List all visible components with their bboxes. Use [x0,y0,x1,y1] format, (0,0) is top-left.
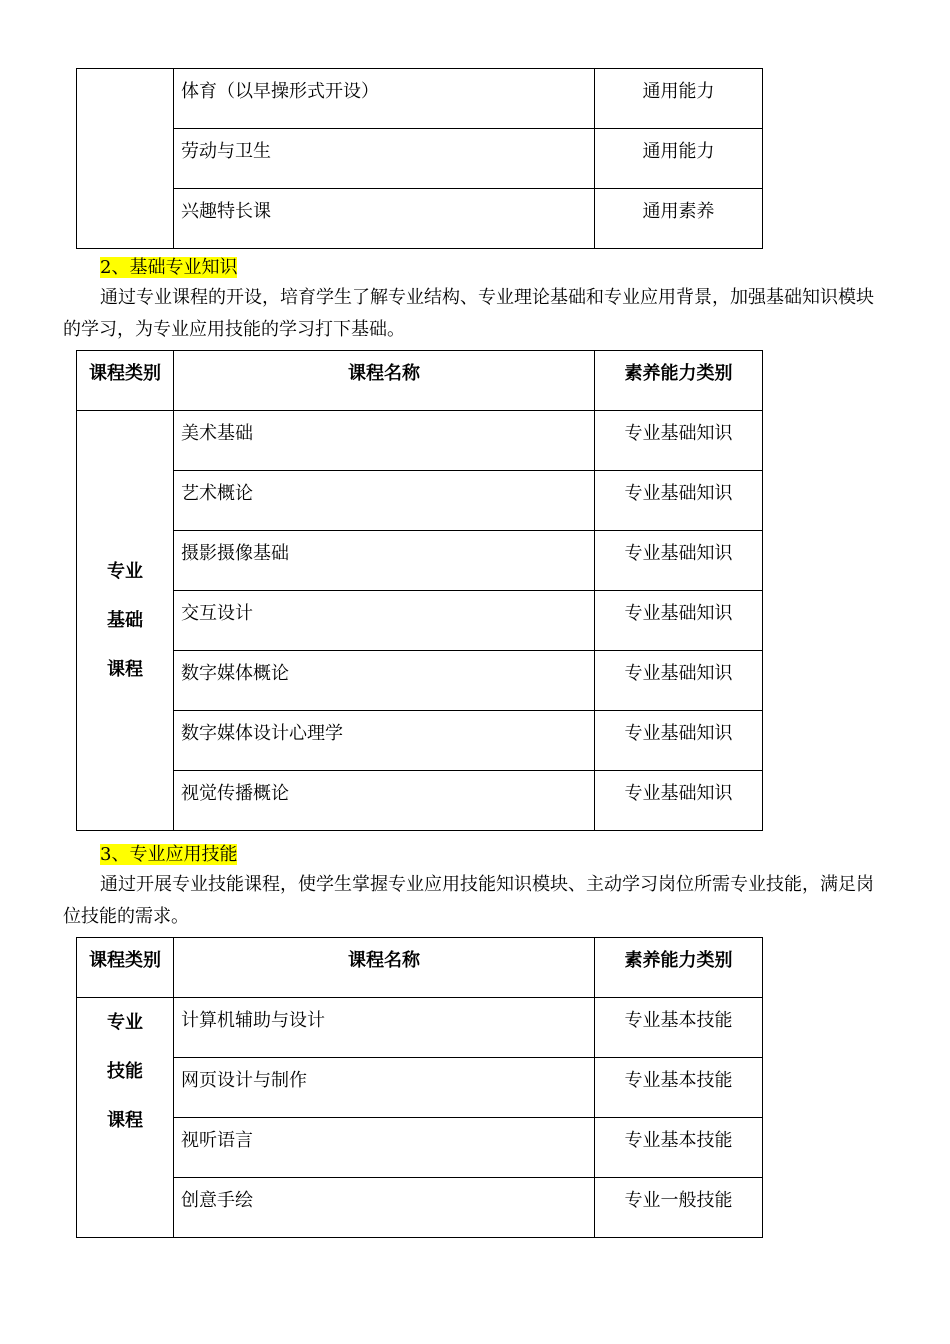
course-name: 数字媒体概论 [181,663,289,684]
ability-type: 专业基本技能 [624,1130,733,1151]
course-name: 交互设计 [181,603,253,624]
section-heading-basic-knowledge: 2、基础专业知识 [100,257,238,278]
course-name: 体育（以早操形式开设） [181,81,379,102]
ability-cell [595,651,763,711]
general-course-table [76,68,763,249]
header-ability-type: 素养能力类别 [595,938,763,998]
table-row [77,1058,763,1118]
ability-type: 专业基础知识 [624,603,733,624]
ability-type: 专业基本技能 [624,1010,733,1031]
course-name-cell [174,69,595,129]
section-paragraph-basic-knowledge: 通过专业课程的开设，培育学生了解专业结构、专业理论基础和专业应用背景，加强基础知识模块的学习，为专业应用技能的学习打下基础。 [63,287,874,340]
category-line: 基础 [107,610,143,631]
table-row [77,771,763,831]
ability-cell [595,591,763,651]
table-row [77,69,763,129]
category-line: 课程 [107,659,143,680]
category-cell [77,69,174,249]
table-row [77,189,763,249]
category-line: 技能 [107,1061,143,1082]
course-name-cell [174,771,595,831]
ability-cell [595,1178,763,1238]
table-row [77,129,763,189]
course-name-cell [174,129,595,189]
table-row [77,651,763,711]
section-paragraph-applied-skills: 通过开展专业技能课程，使学生掌握专业应用技能知识模块、主动学习岗位所需专业技能，满足岗位技能的需求。 [63,874,874,927]
ability-cell [595,471,763,531]
course-name: 劳动与卫生 [181,141,271,162]
course-name-cell [174,711,595,771]
table-row [77,1118,763,1178]
course-name-cell [174,411,595,471]
course-name: 美术基础 [181,423,253,444]
course-name: 艺术概论 [181,483,253,504]
course-name-cell [174,1178,595,1238]
course-name: 计算机辅助与设计 [181,1010,325,1031]
course-name-cell [174,591,595,651]
course-name-cell [174,189,595,249]
section-heading-applied-skills: 3、专业应用技能 [100,844,238,865]
ability-cell [595,711,763,771]
table-header-row [77,351,763,411]
category-line: 专业 [107,561,143,582]
course-name-cell [174,1118,595,1178]
table-row [77,411,763,471]
category-line: 专业 [107,1012,143,1033]
header-ability-type: 素养能力类别 [595,351,763,411]
course-name: 兴趣特长课 [181,201,271,222]
table-row [77,471,763,531]
table-row [77,591,763,651]
ability-type: 专业基础知识 [624,663,733,684]
header-course-name: 课程名称 [174,351,595,411]
ability-cell [595,129,763,189]
course-name-cell [174,471,595,531]
course-name: 网页设计与制作 [181,1070,307,1091]
category-cell [77,411,174,831]
ability-cell [595,189,763,249]
ability-type: 专业基础知识 [624,543,733,564]
ability-type: 专业基础知识 [624,483,733,504]
ability-cell [595,411,763,471]
category-cell [77,998,174,1238]
ability-cell [595,69,763,129]
header-course-name: 课程名称 [174,938,595,998]
ability-cell [595,531,763,591]
ability-type: 专业基本技能 [624,1070,733,1091]
ability-cell [595,1118,763,1178]
course-name: 摄影摄像基础 [181,543,289,564]
skills-course-table [76,937,763,1238]
ability-type: 专业一般技能 [624,1190,733,1211]
course-name-cell [174,998,595,1058]
header-category: 课程类别 [77,938,174,998]
ability-type: 专业基础知识 [624,423,733,444]
basic-course-table [76,350,763,831]
table-row [77,1178,763,1238]
table-row [77,711,763,771]
ability-type: 专业基础知识 [624,723,733,744]
header-category: 课程类别 [77,351,174,411]
ability-cell [595,1058,763,1118]
course-name: 视觉传播概论 [181,783,289,804]
course-name: 视听语言 [181,1130,253,1151]
ability-type: 通用能力 [642,141,715,162]
course-name-cell [174,651,595,711]
category-line: 课程 [107,1110,143,1131]
course-name-cell [174,531,595,591]
ability-type: 通用素养 [642,201,715,222]
table-row [77,998,763,1058]
ability-type: 通用能力 [642,81,715,102]
ability-cell [595,998,763,1058]
table-header-row [77,938,763,998]
course-name-cell [174,1058,595,1118]
ability-cell [595,771,763,831]
table-row [77,531,763,591]
course-name: 数字媒体设计心理学 [181,723,343,744]
ability-type: 专业基础知识 [624,783,733,804]
course-name: 创意手绘 [181,1190,253,1211]
